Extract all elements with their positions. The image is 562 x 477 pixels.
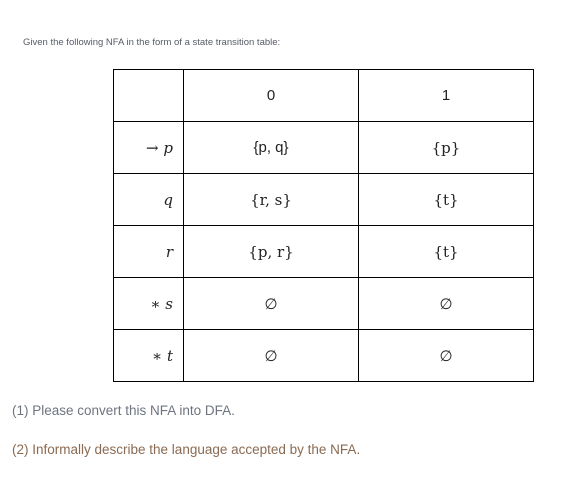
transition-cell-0: {p, r} (184, 226, 359, 278)
state-cell: ∗ s (114, 278, 184, 330)
table-row (114, 174, 534, 226)
state-cell: r (114, 226, 184, 278)
transition-cell-0: ∅ (184, 330, 359, 382)
state-cell: → p (114, 122, 184, 174)
header-cell-corner (114, 70, 184, 122)
transition-cell-1: ∅ (359, 330, 534, 382)
header-cell-input-1: 1 (359, 70, 534, 122)
table-row (114, 122, 534, 174)
transition-cell-1: {p} (359, 122, 534, 174)
table-row (114, 278, 534, 330)
transition-cell-1: {t} (359, 174, 534, 226)
transition-cell-1: {t} (359, 226, 534, 278)
table-header-row (114, 70, 534, 122)
question-1: (1) Please convert this NFA into DFA. (12, 403, 235, 418)
intro-text: Given the following NFA in the form of a state transition table: (23, 37, 281, 48)
state-cell: q (114, 174, 184, 226)
state-cell: ∗ t (114, 330, 184, 382)
header-cell-input-0: 0 (184, 70, 359, 122)
table-row (114, 226, 534, 278)
table-row (114, 330, 534, 382)
transition-cell-0: {r, s} (184, 174, 359, 226)
transition-table (113, 69, 534, 382)
question-2: (2) Informally describe the language accepted by the NFA. (12, 442, 361, 457)
transition-cell-0: {p, q} (184, 122, 359, 174)
transition-cell-1: ∅ (359, 278, 534, 330)
transition-cell-0: ∅ (184, 278, 359, 330)
